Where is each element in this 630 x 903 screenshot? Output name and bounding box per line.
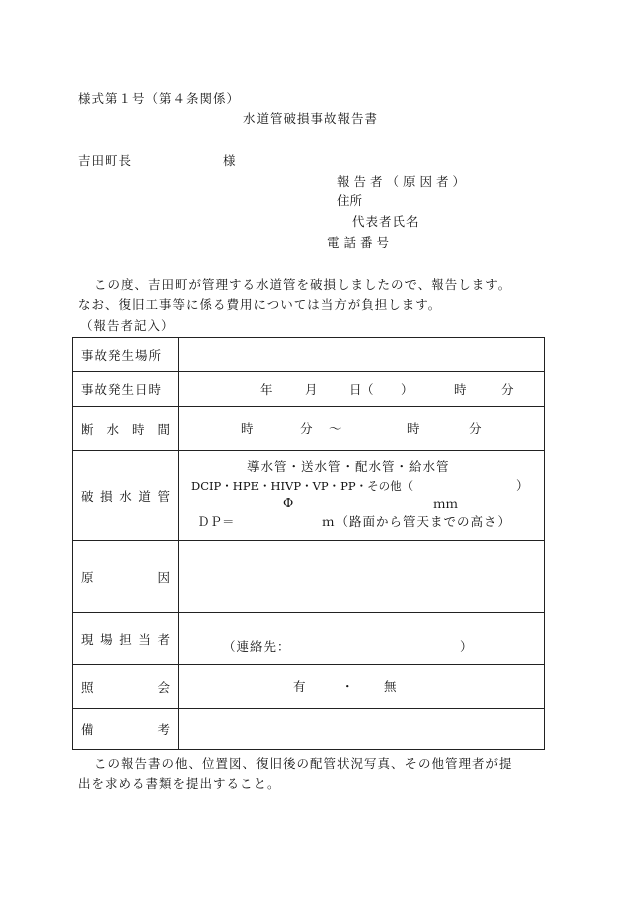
inquiry-field[interactable] bbox=[179, 665, 544, 708]
addressee-honorific: 様 bbox=[223, 153, 236, 168]
address-label-text: 住所 bbox=[337, 193, 363, 208]
phone-label: 電話番号 bbox=[327, 235, 394, 250]
inquiry-label bbox=[73, 665, 179, 708]
document-title: 水道管破損事故報告書 bbox=[243, 111, 379, 126]
row-cause bbox=[73, 541, 544, 613]
datetime-label-text: 事故発生日時 bbox=[81, 382, 163, 397]
ot-hour2: 時 bbox=[407, 421, 420, 436]
row-outage bbox=[73, 407, 544, 451]
dt-paren-close: ） bbox=[401, 382, 414, 397]
pipe-phi: Φ bbox=[283, 495, 294, 510]
ot-minute1: 分 bbox=[300, 421, 313, 436]
datetime-field[interactable] bbox=[179, 372, 544, 406]
cause-field[interactable] bbox=[179, 541, 544, 612]
row-remarks bbox=[73, 709, 544, 749]
ot-minute2: 分 bbox=[469, 421, 482, 436]
outage-label bbox=[73, 407, 179, 450]
inquiry-yes[interactable]: 有 bbox=[293, 679, 306, 694]
intro-line-2: なお、復旧工事等に係る費用については当方が負担します。 bbox=[78, 297, 442, 312]
inquiry-dot: ・ bbox=[341, 679, 354, 694]
dt-hour: 時 bbox=[454, 382, 467, 397]
pipe-materials: DCIP・HPE・HIVP・VP・PP・その他（ bbox=[191, 479, 414, 493]
remarks-label-text: 備 考 bbox=[81, 722, 170, 737]
entry-note: （報告者記入） bbox=[80, 318, 175, 333]
dt-month: 月 bbox=[305, 382, 318, 397]
dt-paren-open: （ bbox=[361, 382, 374, 397]
intro-line-1: この度、吉田町が管理する水道管を破損しましたので、報告します。 bbox=[94, 277, 512, 292]
row-location bbox=[73, 338, 544, 372]
dt-minute: 分 bbox=[501, 382, 514, 397]
row-supervisor bbox=[73, 613, 544, 665]
row-datetime bbox=[73, 372, 544, 407]
footer-line-1: この報告書の他、位置図、復旧後の配管状況写真、その他管理者が提 bbox=[94, 756, 513, 771]
form-id: 様式第１号（第４条関係） bbox=[78, 91, 241, 106]
cause-label-text: 原 因 bbox=[81, 569, 170, 585]
dt-day: 日 bbox=[349, 382, 362, 397]
pipe-field[interactable] bbox=[179, 451, 544, 540]
row-inquiry bbox=[73, 665, 544, 709]
pipe-materials-close: ） bbox=[516, 478, 529, 493]
pipe-types: 導水管・送水管・配水管・給水管 bbox=[247, 459, 450, 474]
supervisor-label-text: 現 場 担 当 者 bbox=[81, 631, 170, 647]
inquiry-no[interactable]: 無 bbox=[384, 679, 397, 694]
supervisor-field[interactable] bbox=[179, 613, 544, 664]
outage-field[interactable] bbox=[179, 407, 544, 450]
datetime-label bbox=[73, 372, 179, 406]
location-field[interactable] bbox=[179, 338, 544, 371]
ot-hour1: 時 bbox=[241, 421, 254, 436]
contact-open: （連絡先： bbox=[223, 639, 291, 654]
row-pipe bbox=[73, 451, 544, 541]
pipe-label bbox=[73, 451, 179, 540]
cause-label bbox=[73, 541, 179, 612]
pipe-dp: ＤＰ＝ bbox=[197, 514, 235, 529]
remarks-field[interactable] bbox=[179, 709, 544, 749]
addressee-name: 吉田町長 bbox=[78, 153, 133, 168]
pipe-mm: ｍｍ bbox=[433, 496, 459, 511]
dt-year: 年 bbox=[260, 382, 273, 397]
rep-name-label: 代表者氏名 bbox=[352, 214, 420, 229]
footer-line-2: 出を求める書類を提出すること。 bbox=[78, 776, 281, 791]
ot-tilde: ～ bbox=[329, 421, 342, 436]
address-label bbox=[337, 193, 424, 209]
inquiry-label-text: 照 会 bbox=[81, 679, 170, 695]
contact-close: ） bbox=[460, 639, 473, 654]
remarks-label bbox=[73, 709, 179, 749]
pipe-label-text: 破 損 水 道 管 bbox=[81, 488, 170, 504]
report-table bbox=[72, 337, 545, 750]
pipe-dp-unit: ｍ（路面から管天までの高さ） bbox=[322, 514, 512, 529]
location-label bbox=[73, 338, 179, 371]
reporter-role: 報告者（原因者） bbox=[337, 174, 470, 189]
outage-label-text: 断 水 時 間 bbox=[81, 421, 170, 437]
location-label-text: 事故発生場所 bbox=[81, 347, 163, 363]
supervisor-label bbox=[73, 613, 179, 664]
